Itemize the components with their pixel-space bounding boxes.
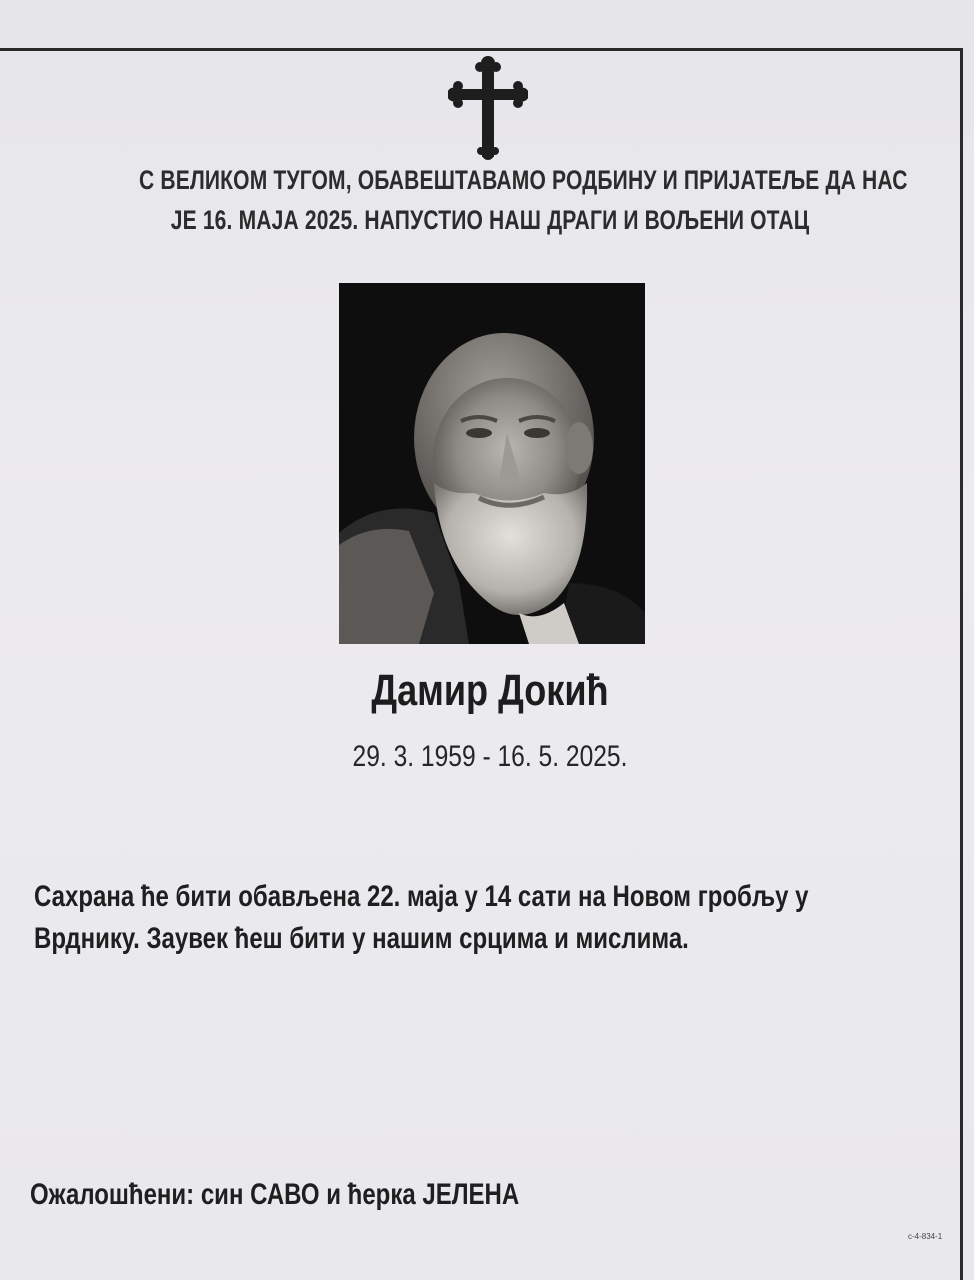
life-dates: 29. 3. 1959 - 16. 5. 2025. xyxy=(352,740,628,773)
cross-icon xyxy=(448,55,528,161)
headline-line-2: ЈЕ 16. МАЈА 2025. НАПУСТИО НАШ ДРАГИ И ВОЉЕНИ ОТАЦ xyxy=(170,205,810,235)
mourners: Ожалошћени: син САВО и ћерка ЈЕЛЕНА xyxy=(30,1178,520,1211)
border-right xyxy=(960,48,963,1280)
headline xyxy=(139,160,908,240)
deceased-name: Дамир Докић xyxy=(371,666,609,715)
announcement-line-1: Сахрана ће бити обављена 22. маја у 14 сати на Новом гробљу у xyxy=(34,880,809,913)
portrait-photo xyxy=(339,283,645,644)
headline-line-1: С ВЕЛИКОМ ТУГОМ, ОБАВЕШТАВАМО РОДБИНУ И ПРИЈАТЕЉЕ ДА НАС xyxy=(139,165,908,195)
ad-code: c-4-834-1 xyxy=(908,1232,943,1241)
funeral-announcement xyxy=(34,876,914,960)
border-top xyxy=(0,48,962,51)
announcement-line-2: Врднику. Заувек ћеш бити у нашим срцима и мислима. xyxy=(34,922,689,955)
